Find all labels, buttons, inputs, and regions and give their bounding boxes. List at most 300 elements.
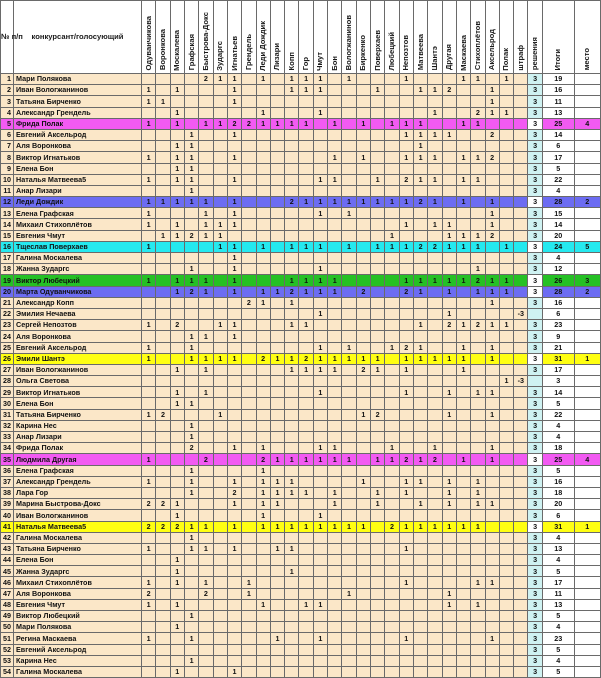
vote-cell bbox=[227, 465, 241, 476]
penalty-cell bbox=[514, 253, 528, 264]
row-number: 25 bbox=[1, 342, 14, 353]
vote-cell: 1 bbox=[399, 633, 413, 644]
vote-cell: 1 bbox=[313, 241, 327, 252]
vote-cell: 1 bbox=[328, 286, 342, 297]
vote-cell: 1 bbox=[256, 74, 270, 85]
contestant-name: Елена Бон bbox=[14, 163, 142, 174]
decisions-cell: 3 bbox=[528, 286, 542, 297]
vote-cell bbox=[227, 297, 241, 308]
vote-cell bbox=[399, 611, 413, 622]
vote-cell bbox=[142, 532, 156, 543]
vote-cell bbox=[371, 129, 385, 140]
vote-cell bbox=[385, 409, 399, 420]
table-row bbox=[1, 364, 601, 375]
vote-cell bbox=[356, 465, 370, 476]
vote-cell bbox=[227, 432, 241, 443]
decisions-cell: 3 bbox=[528, 320, 542, 331]
vote-cell bbox=[313, 398, 327, 409]
vote-cell bbox=[328, 297, 342, 308]
vote-cell bbox=[356, 588, 370, 599]
vote-cell bbox=[270, 387, 284, 398]
vote-cell bbox=[285, 141, 299, 152]
vote-cell bbox=[242, 476, 256, 487]
place-cell bbox=[574, 253, 600, 264]
vote-cell bbox=[399, 655, 413, 666]
vote-cell bbox=[142, 387, 156, 398]
vote-cell bbox=[471, 443, 485, 454]
contestant-name: Жанна Зударгс bbox=[14, 264, 142, 275]
vote-cell: 1 bbox=[499, 286, 513, 297]
penalty-cell bbox=[514, 141, 528, 152]
vote-cell bbox=[399, 510, 413, 521]
vote-cell bbox=[213, 174, 227, 185]
vote-cell: 1 bbox=[285, 476, 299, 487]
vote-cell bbox=[170, 129, 184, 140]
vote-cell: 2 bbox=[471, 320, 485, 331]
vote-cell bbox=[471, 185, 485, 196]
vote-cell bbox=[371, 208, 385, 219]
vote-cell bbox=[213, 644, 227, 655]
vote-cell bbox=[356, 297, 370, 308]
vote-cell: 1 bbox=[371, 499, 385, 510]
vote-cell bbox=[242, 420, 256, 431]
vote-cell bbox=[428, 74, 442, 85]
vote-cell bbox=[242, 465, 256, 476]
vote-cell bbox=[428, 432, 442, 443]
vote-cell bbox=[385, 499, 399, 510]
header-col-22: Маскаева bbox=[456, 1, 470, 74]
vote-cell bbox=[156, 376, 170, 387]
vote-cell bbox=[499, 264, 513, 275]
vote-cell bbox=[413, 387, 427, 398]
vote-cell bbox=[242, 264, 256, 275]
vote-cell bbox=[156, 129, 170, 140]
table-row bbox=[1, 655, 601, 666]
vote-cell bbox=[428, 297, 442, 308]
vote-cell bbox=[156, 644, 170, 655]
vote-cell bbox=[299, 297, 313, 308]
vote-cell bbox=[142, 398, 156, 409]
vote-cell bbox=[399, 141, 413, 152]
vote-cell bbox=[385, 398, 399, 409]
place-cell bbox=[574, 644, 600, 655]
vote-cell bbox=[142, 141, 156, 152]
vote-cell bbox=[399, 666, 413, 677]
vote-cell bbox=[313, 543, 327, 554]
contestant-name: Леди Дождик bbox=[14, 197, 142, 208]
vote-cell bbox=[285, 253, 299, 264]
vote-cell bbox=[371, 74, 385, 85]
vote-cell: 1 bbox=[342, 241, 356, 252]
vote-cell: 1 bbox=[485, 454, 499, 465]
row-number: 38 bbox=[1, 487, 14, 498]
vote-cell: 1 bbox=[313, 599, 327, 610]
vote-cell: 1 bbox=[270, 633, 284, 644]
table-row bbox=[1, 555, 601, 566]
vote-cell bbox=[156, 566, 170, 577]
vote-cell bbox=[342, 633, 356, 644]
vote-cell bbox=[285, 622, 299, 633]
place-cell bbox=[574, 230, 600, 241]
vote-cell: 1 bbox=[285, 521, 299, 532]
vote-cell bbox=[456, 297, 470, 308]
vote-cell bbox=[456, 398, 470, 409]
table-row bbox=[1, 353, 601, 364]
row-number: 24 bbox=[1, 331, 14, 342]
vote-cell bbox=[328, 655, 342, 666]
vote-cell bbox=[313, 331, 327, 342]
penalty-cell bbox=[514, 74, 528, 85]
penalty-cell bbox=[514, 152, 528, 163]
vote-cell: 2 bbox=[442, 320, 456, 331]
vote-cell: 1 bbox=[399, 219, 413, 230]
vote-cell bbox=[299, 532, 313, 543]
contestant-name: Виктор Игнатьков bbox=[14, 387, 142, 398]
vote-cell bbox=[499, 85, 513, 96]
vote-cell bbox=[442, 163, 456, 174]
vote-cell bbox=[213, 666, 227, 677]
vote-cell bbox=[499, 230, 513, 241]
vote-cell bbox=[213, 264, 227, 275]
vote-cell: 1 bbox=[456, 521, 470, 532]
vote-cell bbox=[471, 532, 485, 543]
vote-cell bbox=[242, 219, 256, 230]
vote-cell bbox=[270, 275, 284, 286]
vote-cell bbox=[213, 342, 227, 353]
decisions-cell: 3 bbox=[528, 230, 542, 241]
vote-cell bbox=[142, 644, 156, 655]
vote-cell bbox=[471, 633, 485, 644]
vote-cell bbox=[328, 74, 342, 85]
vote-cell bbox=[471, 96, 485, 107]
decisions-cell: 3 bbox=[528, 521, 542, 532]
place-cell bbox=[574, 208, 600, 219]
penalty-cell bbox=[514, 409, 528, 420]
vote-cell bbox=[456, 308, 470, 319]
vote-cell bbox=[213, 208, 227, 219]
vote-cell: 1 bbox=[299, 118, 313, 129]
vote-cell: 1 bbox=[170, 286, 184, 297]
vote-cell bbox=[399, 566, 413, 577]
vote-cell bbox=[242, 398, 256, 409]
vote-cell bbox=[227, 611, 241, 622]
vote-cell bbox=[270, 197, 284, 208]
vote-cell: 1 bbox=[471, 499, 485, 510]
vote-cell: 1 bbox=[199, 208, 213, 219]
vote-cell bbox=[213, 555, 227, 566]
vote-cell bbox=[299, 666, 313, 677]
vote-cell bbox=[142, 622, 156, 633]
vote-cell bbox=[428, 566, 442, 577]
vote-cell: 1 bbox=[371, 353, 385, 364]
vote-cell bbox=[442, 432, 456, 443]
vote-cell bbox=[184, 85, 198, 96]
vote-cell bbox=[184, 499, 198, 510]
vote-cell bbox=[428, 487, 442, 498]
table-row bbox=[1, 387, 601, 398]
row-number: 31 bbox=[1, 409, 14, 420]
vote-cell: 1 bbox=[356, 118, 370, 129]
vote-cell bbox=[371, 622, 385, 633]
vote-cell: 1 bbox=[328, 499, 342, 510]
contestant-name: Татьяна Бирченко bbox=[14, 543, 142, 554]
total-cell: 6 bbox=[542, 141, 574, 152]
vote-cell bbox=[328, 398, 342, 409]
vote-cell bbox=[342, 141, 356, 152]
vote-cell bbox=[371, 521, 385, 532]
vote-cell bbox=[227, 566, 241, 577]
vote-cell bbox=[313, 655, 327, 666]
vote-cell: 1 bbox=[471, 577, 485, 588]
table-row bbox=[1, 174, 601, 185]
vote-cell bbox=[256, 376, 270, 387]
vote-cell bbox=[413, 588, 427, 599]
penalty-cell bbox=[514, 398, 528, 409]
vote-cell bbox=[413, 364, 427, 375]
vote-cell: 1 bbox=[184, 655, 198, 666]
vote-cell bbox=[356, 555, 370, 566]
vote-cell bbox=[371, 275, 385, 286]
vote-cell bbox=[270, 308, 284, 319]
vote-cell bbox=[456, 420, 470, 431]
penalty-cell bbox=[514, 633, 528, 644]
vote-cell bbox=[499, 644, 513, 655]
vote-cell bbox=[485, 253, 499, 264]
vote-cell bbox=[328, 543, 342, 554]
vote-cell bbox=[227, 622, 241, 633]
vote-cell bbox=[313, 230, 327, 241]
vote-cell bbox=[413, 532, 427, 543]
vote-cell bbox=[485, 398, 499, 409]
vote-cell bbox=[456, 666, 470, 677]
vote-cell bbox=[413, 308, 427, 319]
vote-cell bbox=[213, 588, 227, 599]
vote-cell bbox=[213, 420, 227, 431]
vote-cell bbox=[156, 241, 170, 252]
vote-cell: 2 bbox=[371, 409, 385, 420]
vote-cell bbox=[399, 532, 413, 543]
vote-cell: 1 bbox=[342, 588, 356, 599]
vote-cell bbox=[356, 443, 370, 454]
vote-cell bbox=[356, 644, 370, 655]
vote-cell bbox=[385, 420, 399, 431]
vote-cell bbox=[471, 611, 485, 622]
vote-cell bbox=[285, 443, 299, 454]
vote-cell bbox=[156, 264, 170, 275]
vote-cell bbox=[227, 387, 241, 398]
vote-cell: 1 bbox=[170, 219, 184, 230]
contestant-name: Регина Маскаева bbox=[14, 633, 142, 644]
vote-cell: 1 bbox=[442, 387, 456, 398]
vote-cell bbox=[428, 398, 442, 409]
row-number: 49 bbox=[1, 611, 14, 622]
vote-cell bbox=[342, 409, 356, 420]
vote-cell bbox=[242, 611, 256, 622]
vote-cell bbox=[213, 107, 227, 118]
vote-cell bbox=[342, 297, 356, 308]
vote-cell: 1 bbox=[328, 353, 342, 364]
vote-cell bbox=[328, 409, 342, 420]
vote-cell: 1 bbox=[399, 387, 413, 398]
vote-cell: 1 bbox=[428, 129, 442, 140]
place-cell bbox=[574, 398, 600, 409]
vote-cell bbox=[285, 308, 299, 319]
row-number: 27 bbox=[1, 364, 14, 375]
vote-cell: 1 bbox=[485, 197, 499, 208]
vote-cell bbox=[413, 163, 427, 174]
place-cell: 1 bbox=[574, 521, 600, 532]
vote-cell: 1 bbox=[313, 633, 327, 644]
table-row bbox=[1, 633, 601, 644]
vote-cell bbox=[299, 376, 313, 387]
decisions-cell: 3 bbox=[528, 185, 542, 196]
vote-cell bbox=[285, 588, 299, 599]
vote-cell bbox=[285, 264, 299, 275]
vote-cell bbox=[371, 599, 385, 610]
vote-cell bbox=[313, 409, 327, 420]
row-number: 36 bbox=[1, 465, 14, 476]
vote-cell: 2 bbox=[485, 230, 499, 241]
table-row bbox=[1, 510, 601, 521]
vote-cell bbox=[456, 543, 470, 554]
vote-cell: 1 bbox=[485, 633, 499, 644]
vote-cell: 1 bbox=[285, 241, 299, 252]
vote-cell bbox=[499, 532, 513, 543]
vote-cell bbox=[356, 331, 370, 342]
vote-cell bbox=[142, 666, 156, 677]
vote-cell: 1 bbox=[485, 577, 499, 588]
total-cell: 5 bbox=[542, 465, 574, 476]
vote-cell bbox=[385, 174, 399, 185]
vote-cell bbox=[428, 264, 442, 275]
vote-cell: 1 bbox=[471, 286, 485, 297]
total-cell: 25 bbox=[542, 454, 574, 465]
vote-cell bbox=[456, 499, 470, 510]
vote-cell bbox=[242, 308, 256, 319]
vote-cell bbox=[170, 376, 184, 387]
vote-cell bbox=[342, 264, 356, 275]
vote-cell bbox=[371, 476, 385, 487]
vote-cell bbox=[299, 499, 313, 510]
vote-cell bbox=[456, 208, 470, 219]
vote-cell bbox=[285, 409, 299, 420]
vote-cell: 1 bbox=[256, 118, 270, 129]
vote-cell bbox=[184, 107, 198, 118]
vote-cell bbox=[371, 96, 385, 107]
vote-cell: 1 bbox=[199, 364, 213, 375]
penalty-cell bbox=[514, 107, 528, 118]
vote-cell bbox=[342, 420, 356, 431]
vote-cell bbox=[428, 510, 442, 521]
vote-cell: 1 bbox=[213, 74, 227, 85]
vote-cell bbox=[256, 655, 270, 666]
decisions-cell: 3 bbox=[528, 197, 542, 208]
vote-cell bbox=[442, 555, 456, 566]
place-cell bbox=[574, 420, 600, 431]
vote-cell: 2 bbox=[428, 241, 442, 252]
vote-cell: 1 bbox=[471, 241, 485, 252]
vote-cell: 1 bbox=[227, 521, 241, 532]
vote-cell: 1 bbox=[270, 499, 284, 510]
vote-cell bbox=[428, 465, 442, 476]
vote-cell: 1 bbox=[485, 353, 499, 364]
vote-cell: 2 bbox=[413, 241, 427, 252]
vote-cell bbox=[399, 432, 413, 443]
vote-cell bbox=[142, 163, 156, 174]
vote-cell: 2 bbox=[299, 353, 313, 364]
header-col-29: место bbox=[574, 1, 600, 74]
vote-cell: 1 bbox=[227, 543, 241, 554]
vote-cell bbox=[242, 152, 256, 163]
vote-cell bbox=[471, 555, 485, 566]
vote-cell bbox=[299, 655, 313, 666]
vote-cell bbox=[156, 543, 170, 554]
decisions-cell: 3 bbox=[528, 611, 542, 622]
contestant-name: Галина Москалева bbox=[14, 532, 142, 543]
vote-cell: 1 bbox=[313, 454, 327, 465]
vote-cell bbox=[285, 532, 299, 543]
penalty-cell bbox=[514, 655, 528, 666]
vote-cell bbox=[342, 599, 356, 610]
contestant-name: Анар Лизари bbox=[14, 185, 142, 196]
decisions-cell: 3 bbox=[528, 465, 542, 476]
vote-cell: 1 bbox=[356, 152, 370, 163]
vote-cell bbox=[428, 644, 442, 655]
row-number: 54 bbox=[1, 666, 14, 677]
vote-cell: 1 bbox=[313, 342, 327, 353]
vote-cell: 1 bbox=[142, 543, 156, 554]
vote-cell bbox=[471, 622, 485, 633]
row-number: 46 bbox=[1, 577, 14, 588]
vote-cell: 1 bbox=[199, 353, 213, 364]
vote-cell bbox=[270, 74, 284, 85]
vote-cell bbox=[385, 555, 399, 566]
decisions-cell: 3 bbox=[528, 353, 542, 364]
vote-cell bbox=[385, 129, 399, 140]
vote-cell bbox=[242, 644, 256, 655]
vote-cell bbox=[456, 633, 470, 644]
contestant-name: Михаил Стихоплётов bbox=[14, 219, 142, 230]
vote-cell bbox=[270, 320, 284, 331]
vote-cell bbox=[499, 208, 513, 219]
vote-cell bbox=[156, 308, 170, 319]
vote-cell: 2 bbox=[471, 275, 485, 286]
vote-cell bbox=[356, 622, 370, 633]
vote-cell bbox=[442, 364, 456, 375]
vote-cell bbox=[442, 74, 456, 85]
vote-cell bbox=[428, 599, 442, 610]
vote-cell bbox=[499, 364, 513, 375]
vote-cell bbox=[285, 96, 299, 107]
place-cell: 2 bbox=[574, 286, 600, 297]
contestant-name: Жанна Зударгс bbox=[14, 566, 142, 577]
total-cell: 18 bbox=[542, 443, 574, 454]
vote-cell bbox=[342, 611, 356, 622]
vote-cell bbox=[256, 633, 270, 644]
vote-cell bbox=[456, 532, 470, 543]
vote-cell bbox=[356, 74, 370, 85]
vote-cell bbox=[213, 152, 227, 163]
place-cell bbox=[574, 342, 600, 353]
vote-cell bbox=[342, 543, 356, 554]
vote-cell bbox=[142, 308, 156, 319]
vote-cell: 1 bbox=[184, 141, 198, 152]
place-cell bbox=[574, 499, 600, 510]
vote-cell: 2 bbox=[442, 85, 456, 96]
penalty-cell bbox=[514, 532, 528, 543]
header-col-1: Воронкова bbox=[156, 1, 170, 74]
vote-cell bbox=[184, 588, 198, 599]
